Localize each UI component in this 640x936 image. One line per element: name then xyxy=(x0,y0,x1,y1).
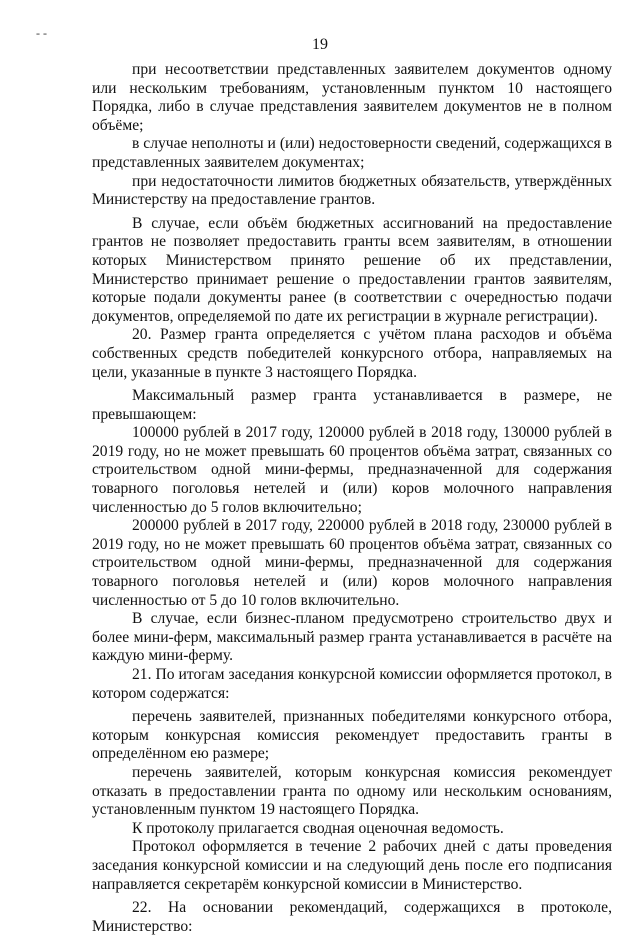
paragraph: 200000 рублей в 2017 году, 220000 рублей в 2018 году, 230000 рублей в 2019 году, но не может превышать 60 процентов объёма затрат, связанных со строительством одной мини-фермы, предназначенной для содержания товарного поголовья нетелей и (или) коров молочного направления численностью от 5 до 10 голов включительно. xyxy=(92,517,612,609)
paragraph: 20. Размер гранта определяется с учётом плана расходов и объёма собственных средств победителей конкурсного отбора, направляемых на цели, указанные в пункте 3 настоящего Порядка. xyxy=(92,326,612,381)
paragraph: 100000 рублей в 2017 году, 120000 рублей в 2018 году, 130000 рублей в 2019 году, но не может превышать 60 процентов объёма затрат, связанных со строительством одной мини-фермы, предназначенной для содержания товарного поголовья нетелей и (или) коров молочного направления численностью до 5 голов включительно; xyxy=(92,424,612,516)
page-number: 19 xyxy=(312,36,328,53)
paragraph: при недостаточности лимитов бюджетных обязательств, утверждённых Министерству на предоставление грантов. xyxy=(92,172,612,209)
paragraph: 22. На основании рекомендаций, содержащихся в протоколе, Министерство: xyxy=(92,899,612,935)
paragraph: Максимальный размер гранта устанавливается в размере, не превышающем: xyxy=(92,387,612,423)
paragraph: при несоответствии представленных заявителем документов одному или нескольким требованиям, установленным пунктом 10 настоящего Порядка, либо в случае представления заявителем документов не в полном объёме; xyxy=(92,61,612,134)
paragraph: перечень заявителей, которым конкурсная комиссия рекомендует отказать в предоставлении гранта по одному или нескольким основаниям, установленным пунктом 19 настоящего Порядка. xyxy=(92,763,612,819)
paragraph: Протокол оформляется в течение 2 рабочих дней с даты проведения заседания конкурсной комиссии и на следующий день после его подписания направляется секретарём конкурсной комиссии в Министерство. xyxy=(92,838,612,893)
corner-mark: - - xyxy=(36,26,47,40)
paragraph: в случае неполноты и (или) недостоверности сведений, содержащихся в представленных заявителем документах; xyxy=(92,135,612,171)
paragraph: перечень заявителей, признанных победителями конкурсного отбора, которым конкурсная комиссия рекомендует предоставить гранты в определённом ею размере; xyxy=(92,708,612,763)
paragraph: В случае, если объём бюджетных ассигнований на предоставление грантов не позволяет предоставить гранты всем заявителям, в отношении которых Министерством принято решение об их представлении, Министерство принимает решение о предоставлении грантов заявителям, которые подали документы ранее (в соответствии с очередностью подачи документов, определяемой по дате их регистрации в журнале регистрации). xyxy=(92,214,612,325)
paragraph: 21. По итогам заседания конкурсной комиссии оформляется протокол, в котором содержатся: xyxy=(92,666,612,702)
paragraph: В случае, если бизнес-планом предусмотрено строительство двух и более мини-ферм, максимальный размер гранта устанавливается в расчёте на каждую мини-ферму. xyxy=(92,610,612,665)
paragraph: К протоколу прилагается сводная оценочная ведомость. xyxy=(132,819,504,837)
document-body xyxy=(92,61,612,936)
